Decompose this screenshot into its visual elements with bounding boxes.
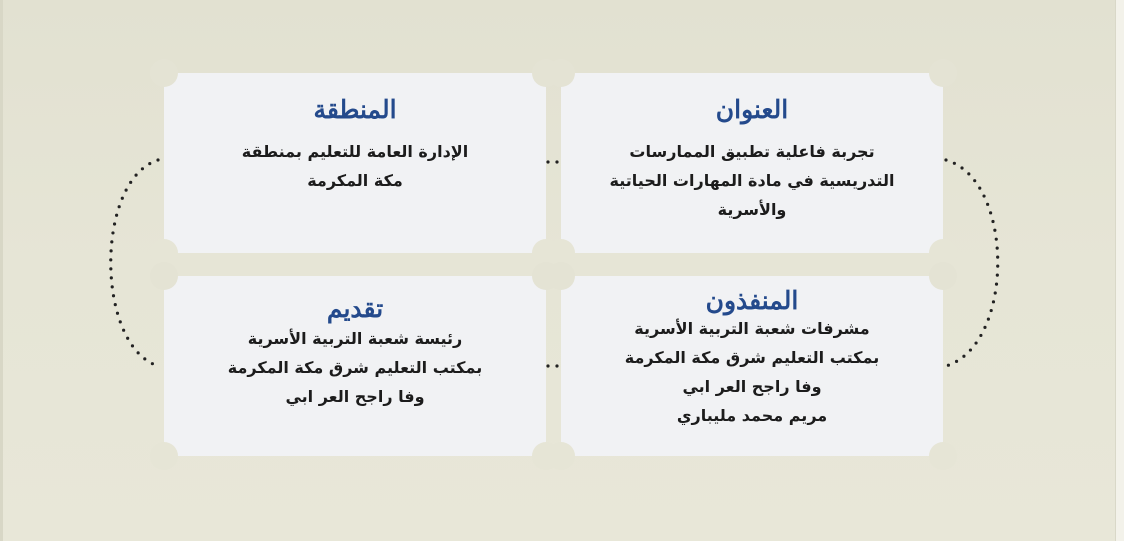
- presented-card: [164, 276, 546, 456]
- card-notch: [150, 442, 178, 470]
- presented-line: بمكتب التعليم شرق مكة المكرمة: [227, 358, 483, 377]
- region-heading: المنطقة: [313, 95, 397, 124]
- executors-body: [561, 314, 943, 430]
- title-card: [561, 73, 943, 253]
- executors-line: بمكتب التعليم شرق مكة المكرمة: [624, 348, 880, 367]
- executors-line: وفا راجح العر ابي: [682, 377, 822, 396]
- title-line: والأسرية: [717, 200, 787, 219]
- title-body: [561, 137, 943, 224]
- region-line: الإدارة العامة للتعليم بمنطقة: [241, 142, 469, 161]
- title-line: التدريسية في مادة المهارات الحياتية: [609, 171, 895, 190]
- left-dotted-arc: [111, 160, 158, 366]
- executors-line: مشرفات شعبة التربية الأسرية: [634, 319, 870, 338]
- presented-heading: تقديم: [326, 294, 384, 323]
- executors-card: [561, 276, 943, 456]
- presented-line: رئيسة شعبة التربية الأسرية: [247, 329, 463, 348]
- executors-line: مريم محمد مليباري: [676, 406, 828, 425]
- title-heading: العنوان: [715, 95, 789, 124]
- region-body: [164, 137, 546, 195]
- executors-heading: المنفذون: [705, 286, 799, 315]
- card-notch: [532, 442, 560, 470]
- region-line: مكة المكرمة: [307, 171, 403, 190]
- title-line: تجربة فاعلية تطبيق الممارسات: [629, 142, 875, 161]
- right-dotted-arc: [946, 160, 998, 366]
- card-notch: [929, 442, 957, 470]
- region-card: [164, 73, 546, 253]
- presented-body: [164, 324, 546, 411]
- presented-line: وفا راجح العر ابي: [285, 387, 425, 406]
